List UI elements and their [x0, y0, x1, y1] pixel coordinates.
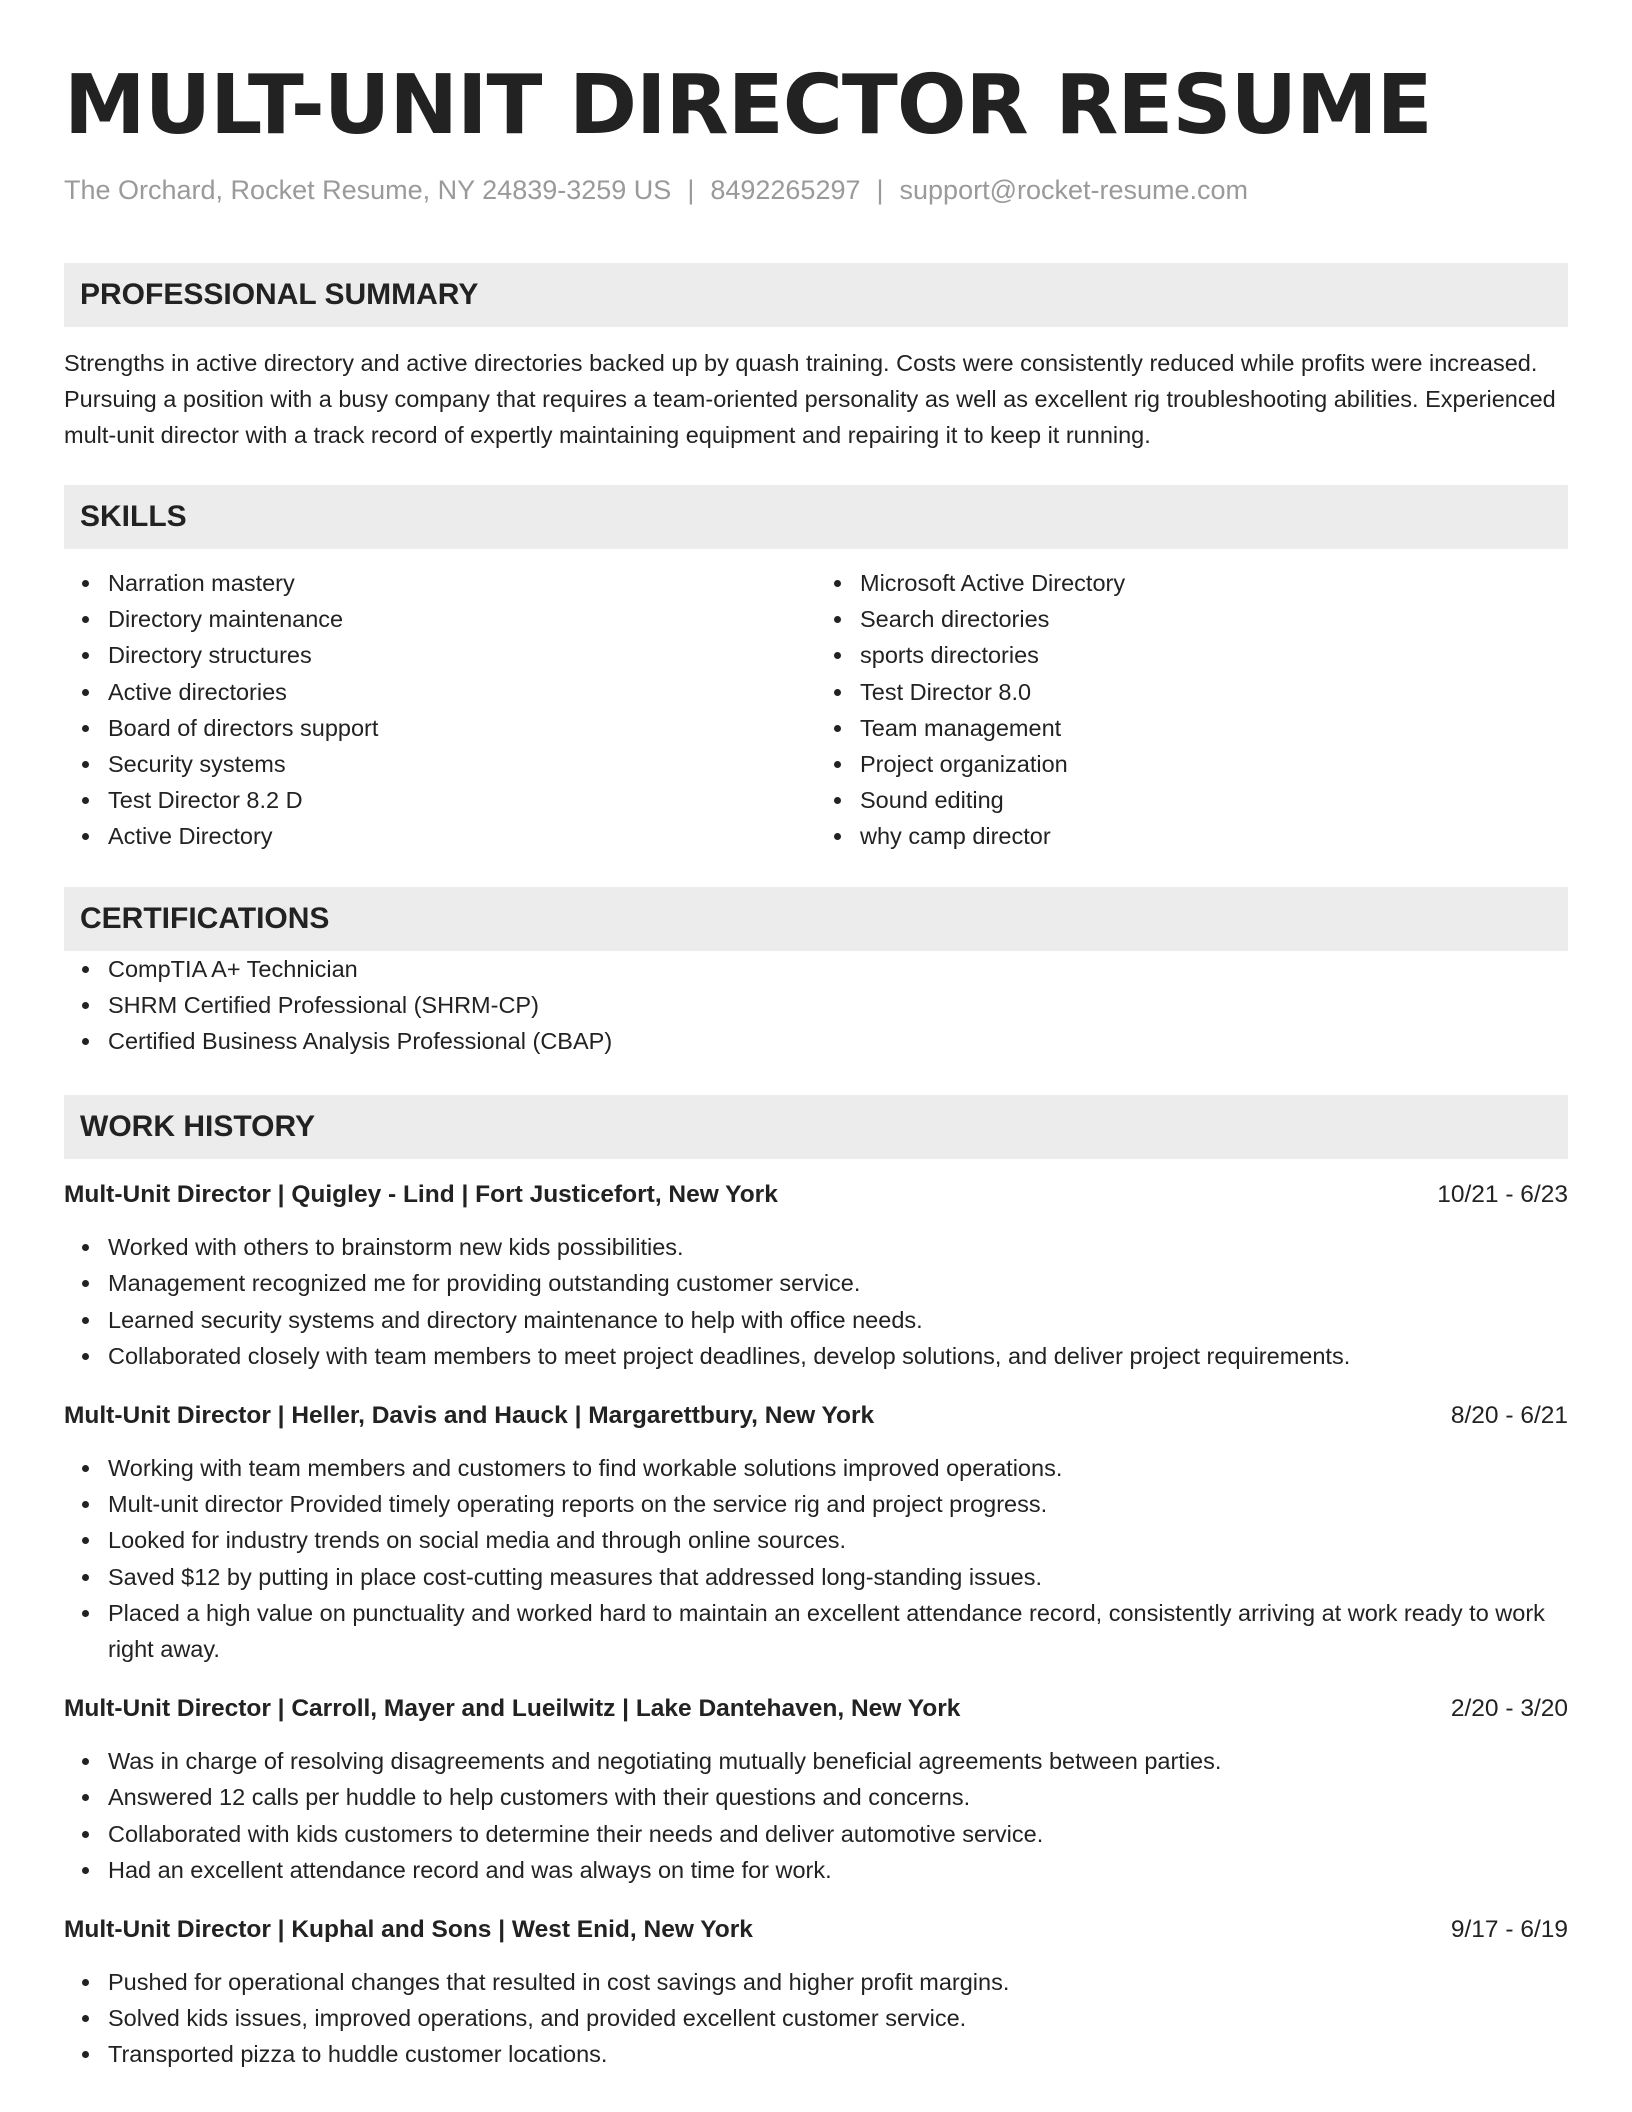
job-bullet-list [64, 1743, 1568, 1888]
job-header [64, 1398, 1568, 1434]
skills-list-right [816, 565, 1568, 855]
work-history-list [64, 1177, 1568, 2072]
certification-item: SHRM Certified Professional (SHRM-CP) [108, 987, 1568, 1023]
skill-item: Project organization [860, 746, 1568, 782]
summary-text: Strengths in active directory and active directories backed up by quash training. Costs were consistently reduced while profits were increased. Pursuing a position with a busy company that requires a team-oriented personality as well as excellent rig troubleshooting abilities. Experienced mult-unit director with a track record of expertly maintaining equipment and repairing it to keep it running. [64, 350, 1556, 448]
job-bullet: Worked with others to brainstorm new kids possibilities. [108, 1229, 1568, 1265]
job-bullet: Had an excellent attendance record and was always on time for work. [108, 1852, 1568, 1888]
job-dates: 9/17 - 6/19 [1450, 1916, 1568, 1944]
skill-item: Active Directory [108, 818, 816, 854]
skill-item: Team management [860, 710, 1568, 746]
certifications-heading: CERTIFICATIONS [64, 887, 1568, 951]
job-bullet: Pushed for operational changes that resulted in cost savings and higher profit margins. [108, 1964, 1568, 2000]
contact-separator: | [876, 175, 884, 205]
skill-item: Active directories [108, 674, 816, 710]
job-bullet-list [64, 1229, 1568, 1374]
skill-item: Microsoft Active Directory [860, 565, 1568, 601]
resume-title: MULT-UNIT DIRECTOR RESUME [64, 58, 1432, 153]
skill-item: Test Director 8.2 D [108, 782, 816, 818]
job-bullet: Management recognized me for providing outstanding customer service. [108, 1265, 1568, 1301]
skill-item: why camp director [860, 818, 1568, 854]
contact-phone: 8492265297 [710, 175, 861, 205]
job-header [64, 1691, 1568, 1727]
job-entry [64, 1177, 1568, 1374]
job-entry [64, 1398, 1568, 1667]
job-bullet-list [64, 1450, 1568, 1667]
job-entry [64, 1912, 1568, 2073]
skill-item: Test Director 8.0 [860, 674, 1568, 710]
job-bullet: Learned security systems and directory maintenance to help with office needs. [108, 1302, 1568, 1338]
job-bullet: Answered 12 calls per huddle to help customers with their questions and concerns. [108, 1779, 1568, 1815]
job-bullet: Saved $12 by putting in place cost-cutting measures that addressed long-standing issues. [108, 1559, 1568, 1595]
job-bullet: Transported pizza to huddle customer locations. [108, 2036, 1568, 2072]
work-history-heading: WORK HISTORY [64, 1095, 1568, 1159]
contact-line [64, 170, 1568, 210]
job-bullet: Mult-unit director Provided timely operating reports on the service rig and project progress. [108, 1486, 1568, 1522]
certification-item: CompTIA A+ Technician [108, 951, 1568, 987]
job-header [64, 1912, 1568, 1948]
certifications-list [64, 951, 1568, 1060]
job-title: Mult-Unit Director | Kuphal and Sons | West Enid, New York [64, 1916, 753, 1944]
job-title: Mult-Unit Director | Heller, Davis and Hauck | Margarettbury, New York [64, 1402, 875, 1430]
skill-item: sports directories [860, 637, 1568, 673]
certification-item: Certified Business Analysis Professional (CBAP) [108, 1023, 1568, 1059]
skills-columns [64, 565, 1568, 855]
job-dates: 8/20 - 6/21 [1450, 1402, 1568, 1430]
job-dates: 10/21 - 6/23 [1437, 1181, 1568, 1209]
job-bullet: Working with team members and customers to find workable solutions improved operations. [108, 1450, 1568, 1486]
summary-heading: PROFESSIONAL SUMMARY [64, 263, 1568, 327]
job-title: Mult-Unit Director | Quigley - Lind | Fort Justicefort, New York [64, 1181, 778, 1209]
skill-item: Directory structures [108, 637, 816, 673]
job-bullet: Placed a high value on punctuality and worked hard to maintain an excellent attendance record, consistently arriving at work ready to work right away. [108, 1595, 1568, 1667]
skills-heading: SKILLS [64, 485, 1568, 549]
contact-address: The Orchard, Rocket Resume, NY 24839-3259 US [64, 175, 672, 205]
job-dates: 2/20 - 3/20 [1450, 1695, 1568, 1723]
job-bullet: Looked for industry trends on social media and through online sources. [108, 1522, 1568, 1558]
skill-item: Board of directors support [108, 710, 816, 746]
skill-item: Search directories [860, 601, 1568, 637]
skills-list-left [64, 565, 816, 855]
job-bullet: Solved kids issues, improved operations, and provided excellent customer service. [108, 2000, 1568, 2036]
job-bullet: Collaborated closely with team members to meet project deadlines, develop solutions, and deliver project requirements. [108, 1338, 1568, 1374]
skill-item: Directory maintenance [108, 601, 816, 637]
job-bullet-list [64, 1964, 1568, 2073]
job-header [64, 1177, 1568, 1213]
job-title: Mult-Unit Director | Carroll, Mayer and Lueilwitz | Lake Dantehaven, New York [64, 1695, 961, 1723]
job-entry [64, 1691, 1568, 1888]
skill-item: Narration mastery [108, 565, 816, 601]
skill-item: Security systems [108, 746, 816, 782]
job-bullet: Collaborated with kids customers to determine their needs and deliver automotive service. [108, 1816, 1568, 1852]
job-bullet: Was in charge of resolving disagreements and negotiating mutually beneficial agreements between parties. [108, 1743, 1568, 1779]
contact-email: support@rocket-resume.com [899, 175, 1249, 205]
contact-separator: | [687, 175, 695, 205]
skill-item: Sound editing [860, 782, 1568, 818]
